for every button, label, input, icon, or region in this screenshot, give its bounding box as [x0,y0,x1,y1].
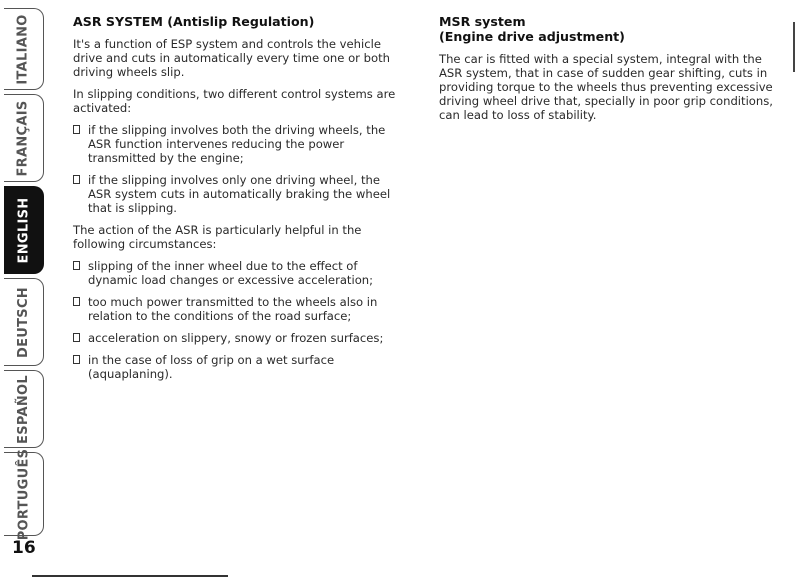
checkbox-bullet-icon [73,333,80,342]
tab-francais-label: FRANÇAIS [16,99,32,177]
asr-section [73,14,398,389]
tab-english-label: ENGLISH [16,197,31,263]
asr-systems-list [73,123,398,215]
list-item [73,353,398,381]
list-item [73,331,398,345]
msr-body: The car is fitted with a special system, integral with the ASR system, that in case of sudden gear shifting, cuts in providing torque to the wheels thus preventing excessive driving wheel drive that, specially in poor grip conditions, can lead to loss of stability. [439,52,773,122]
msr-section [439,14,779,130]
list-item-text: slipping of the inner wheel due to the effect of dynamic load changes or excessive acceleration; [88,259,374,287]
tab-espanol[interactable] [4,370,44,448]
asr-title: ASR SYSTEM (Antislip Regulation) [73,14,315,29]
list-item-text: acceleration on slippery, snowy or frozen surfaces; [88,331,384,345]
bottom-rule [32,575,228,577]
list-item [73,295,398,323]
asr-intro: It's a function of ESP system and controls the vehicle drive and cuts in automatically every time one or both driving wheels slip. [73,37,390,79]
checkbox-bullet-icon [73,125,80,134]
tab-deutsch-label: DEUTSCH [16,286,32,358]
list-item [73,123,398,165]
list-item [73,173,398,215]
tab-italiano-label: ITALIANO [16,13,31,85]
list-item-text: if the slipping involves both the driving wheels, the ASR function intervenes reducing the power transmitted by the engine; [88,123,386,165]
tab-espanol-label: ESPAÑOL [16,374,31,444]
margin-mark [793,22,795,72]
msr-title [439,14,779,44]
tab-francais[interactable] [4,94,44,182]
tab-deutsch[interactable] [4,278,44,366]
tab-portugues[interactable] [4,448,44,540]
msr-title-line2: (Engine drive adjustment) [439,29,625,44]
list-item [73,259,398,287]
list-item-text: in the case of loss of grip on a wet surface (aquaplaning). [88,353,335,381]
tab-english[interactable] [4,186,44,274]
asr-slipping-intro: In slipping conditions, two different control systems are activated: [73,87,396,115]
list-item-text: if the slipping involves only one driving wheel, the ASR system cuts in automatically braking the wheel that is slipping. [88,173,391,215]
checkbox-bullet-icon [73,175,80,184]
list-item-text: too much power transmitted to the wheels also in relation to the conditions of the road surface; [88,295,378,323]
checkbox-bullet-icon [73,355,80,364]
tab-italiano[interactable] [4,8,44,90]
checkbox-bullet-icon [73,261,80,270]
asr-circumstances-list [73,259,398,381]
msr-title-line1: MSR system [439,14,526,29]
checkbox-bullet-icon [73,297,80,306]
tab-portugues-label: PORTUGUÊS [16,448,32,540]
asr-helpful-intro: The action of the ASR is particularly helpful in the following circumstances: [73,223,362,251]
page-number: 16 [12,538,36,558]
